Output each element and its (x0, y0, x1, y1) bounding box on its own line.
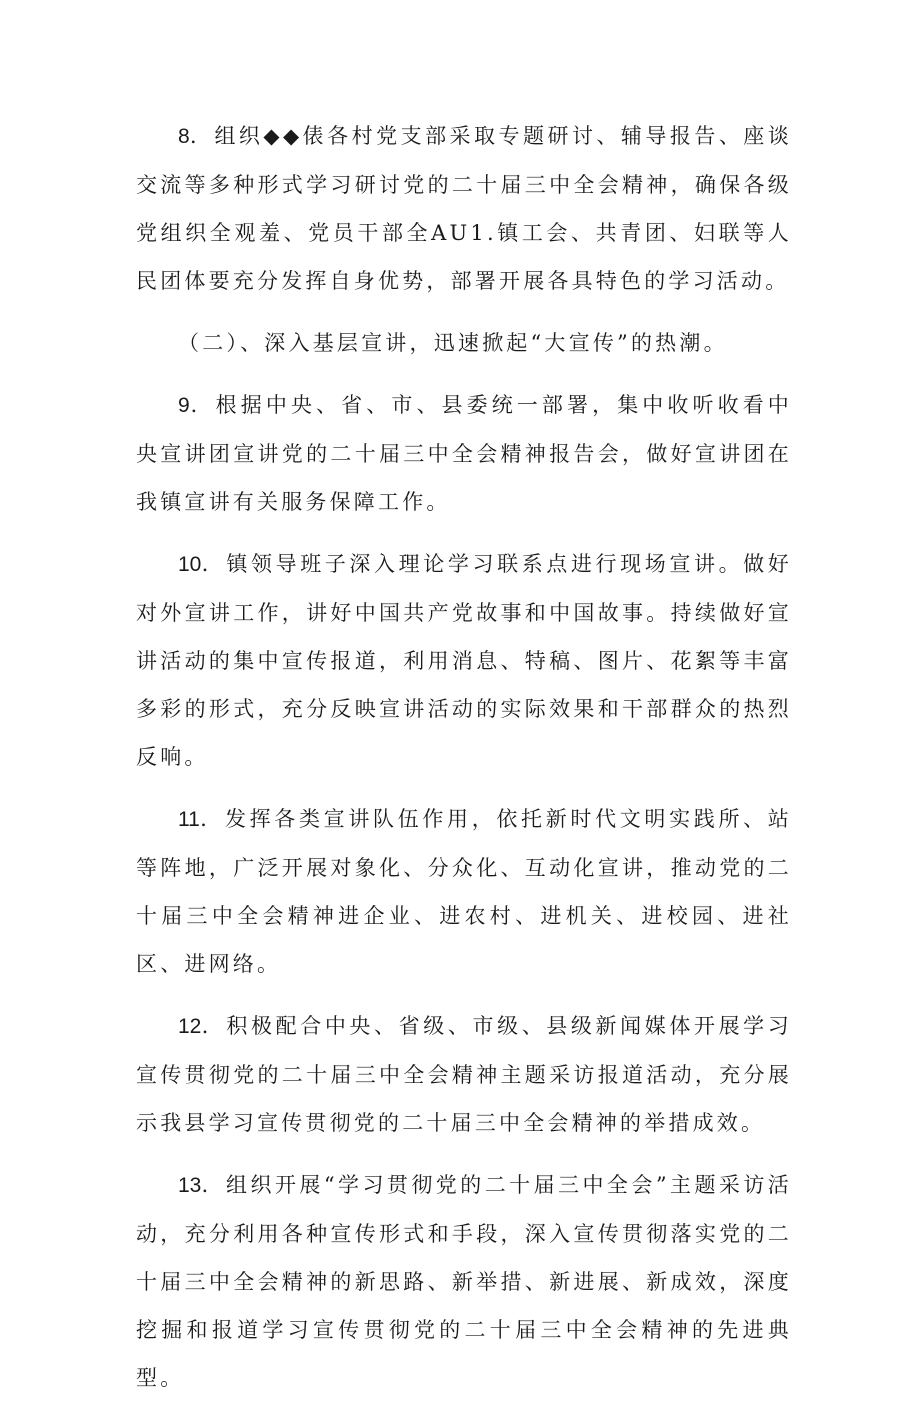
item-number: 11 (178, 808, 200, 831)
item-number: 8 (178, 125, 190, 148)
paragraph-text: ．组织◆◆俵各村党支部采取专题研讨、辅导报告、座谈交流等多种形式学习研讨党的二十届三中全会精神，确保各级党组织全观羞、党员干部全AU1.镇工会、共青团、妇联等人民团体要充分发挥自身优势，部署开展各具特色的学习活动。 (136, 124, 792, 293)
heading-text: （二）、深入基层宣讲，迅速掀起“大宣传”的热潮。 (178, 331, 728, 355)
paragraph-text: ．发挥各类宣讲队伍作用，依托新时代文明实践所、站等阵地，广泛开展对象化、分众化、互动化宣讲，推动党的二十届三中全会精神进企业、进农村、进机关、进校园、进社区、进网络。 (136, 807, 792, 976)
paragraph-12 (136, 1002, 792, 1147)
paragraph-13 (136, 1161, 792, 1402)
paragraph-text: ．根据中央、省、市、县委统一部署，集中收听收看中央宣讲团宣讲党的二十届三中全会精神报告会，做好宣讲团在我镇宣讲有关服务保障工作。 (136, 393, 792, 514)
paragraph-text: ．镇领导班子深入理论学习联系点进行现场宣讲。做好对外宣讲工作，讲好中国共产党故事和中国故事。持续做好宣讲活动的集中宣传报道，利用消息、特稿、图片、花絮等丰富多彩的形式，充分反映宣讲活动的实际效果和干部群众的热烈反响。 (136, 552, 792, 769)
paragraph-11 (136, 795, 792, 988)
paragraph-9 (136, 381, 792, 526)
item-number: 10 (178, 553, 202, 576)
item-number: 12 (178, 1015, 202, 1038)
item-number: 9 (178, 394, 190, 417)
section-heading (136, 319, 792, 367)
item-number: 13 (178, 1174, 202, 1197)
paragraph-10 (136, 540, 792, 781)
paragraph-text: ．组织开展“学习贯彻党的二十届三中全会”主题采访活动，充分利用各种宣传形式和手段，深入宣传贯彻落实党的二十届三中全会精神的新思路、新举措、新进展、新成效，深度挖掘和报道学习宣传贯彻党的二十届三中全会精神的先进典型。 (136, 1173, 792, 1390)
paragraph-8 (136, 112, 792, 305)
paragraph-text: ．积极配合中央、省级、市级、县级新闻媒体开展学习宣传贯彻党的二十届三中全会精神主题采访报道活动，充分展示我县学习宣传贯彻党的二十届三中全会精神的举措成效。 (136, 1014, 792, 1135)
